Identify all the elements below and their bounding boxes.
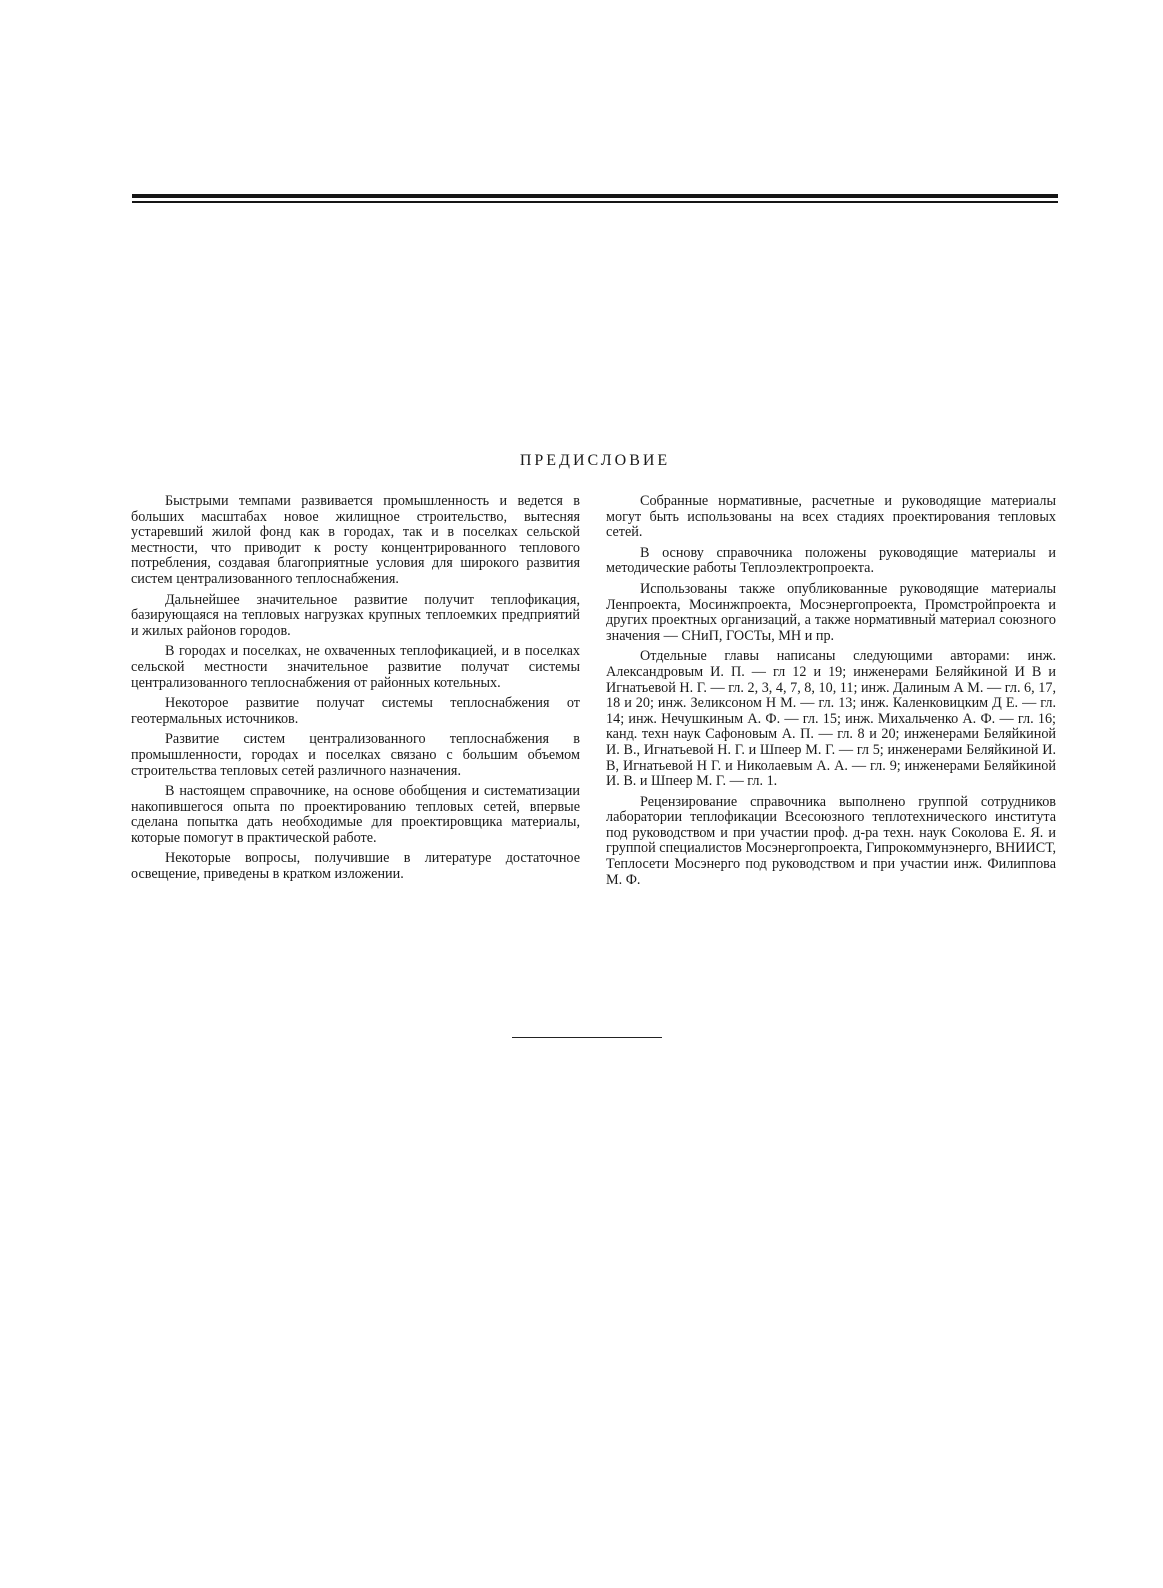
- paragraph: Быстрыми темпами развивается промышленность и ведется в больших масштабах новое жилищное строительство, вытесняя устаревший жилой фонд как в городах, так и в поселках сельской местности, что приводит к росту концентрированного теплового потребления, создавая благоприятные условия для широкого развития систем централизованного теплоснабжения.: [131, 493, 580, 587]
- right-column: [606, 494, 1056, 893]
- paragraph: В настоящем справочнике, на основе обобщения и систематизации накопившегося опыта по проектированию тепловых сетей, впервые сделана попытка дать необходимые для проектировщика материалы, которые помогут в практической работе.: [131, 783, 580, 846]
- paragraph: Некоторые вопросы, получившие в литературе достаточное освещение, приведены в кратком изложении.: [131, 850, 580, 883]
- top-rule-thin: [132, 201, 1058, 203]
- paragraph: Некоторое развитие получат системы теплоснабжения от геотермальных источников.: [131, 695, 580, 727]
- paragraph: Развитие систем централизованного теплоснабжения в промышленности, городах и поселках связано с большим объемом строительства тепловых сетей различного назначения.: [131, 731, 580, 779]
- paragraph: В городах и поселках, не охваченных теплофикацией, и в поселках сельской местности значительное развитие получат системы централизованного теплоснабжения от районных котельных.: [131, 643, 580, 691]
- paragraph: Использованы также опубликованные руководящие материалы Ленпроекта, Мосинжпроекта, Мосэнергопроекта, Промстройпроекта и других проектных организаций, а также нормативный материал союзного значения — СНиП, ГОСТы, МН и пр.: [606, 580, 1056, 644]
- end-rule: [512, 1037, 662, 1038]
- paragraph: В основу справочника положены руководящие материалы и методические работы Теплоэлектропроекта.: [606, 544, 1056, 577]
- paragraph: Дальнейшее значительное развитие получит теплофикация, базирующаяся на тепловых нагрузках крупных теплоемких предприятий и жилых районов городов.: [131, 591, 580, 639]
- paragraph: Отдельные главы написаны следующими авторами: инж. Александровым И. П. — гл 12 и 19; инженерами Беляйкиной И В и Игнатьевой Н. Г. — гл. 2, 3, 4, 7, 8, 10, 11; инж. Далиным А М. — гл. 6, 17, 18 и 20; инж. Зеликсоном Н М. — гл. 13; инж. Каленковицким Д Е. — гл. 14; инж. Нечушкиным А. Ф. — гл. 15; инж. Михальченко А. Ф. — гл. 16; канд. техн наук Сафоновым А. П. — гл. 8 и 20; инженерами Беляйкиной И. В., Игнатьевой Н. Г. и Шпеер М. Г. — гл 5; инженерами Беляйкиной И. В, Игнатьевой Н Г. и Николаевым А. А. — гл. 9; инженерами Беляйкиной И. В. и Шпеер М. Г. — гл. 1.: [606, 648, 1056, 790]
- page-title: ПРЕДИСЛОВИЕ: [519, 452, 671, 469]
- left-column: [131, 494, 580, 888]
- top-rule: [132, 194, 1058, 198]
- paragraph: Рецензирование справочника выполнено группой сотрудников лаборатории теплофикации Всесоюзного теплотехнического института под руководством и при участии проф. д-ра техн. наук Соколова Е. Я. и группой специалистов Мосэнергопроекта, Гипрокоммунэнерго, ВНИИСТ, Теплосети Мосэнерго под руководством и при участии инж. Филиппова М. Ф.: [606, 793, 1056, 888]
- paragraph: Собранные нормативные, расчетные и руководящие материалы могут быть использованы на всех стадиях проектирования тепловых сетей.: [606, 493, 1056, 541]
